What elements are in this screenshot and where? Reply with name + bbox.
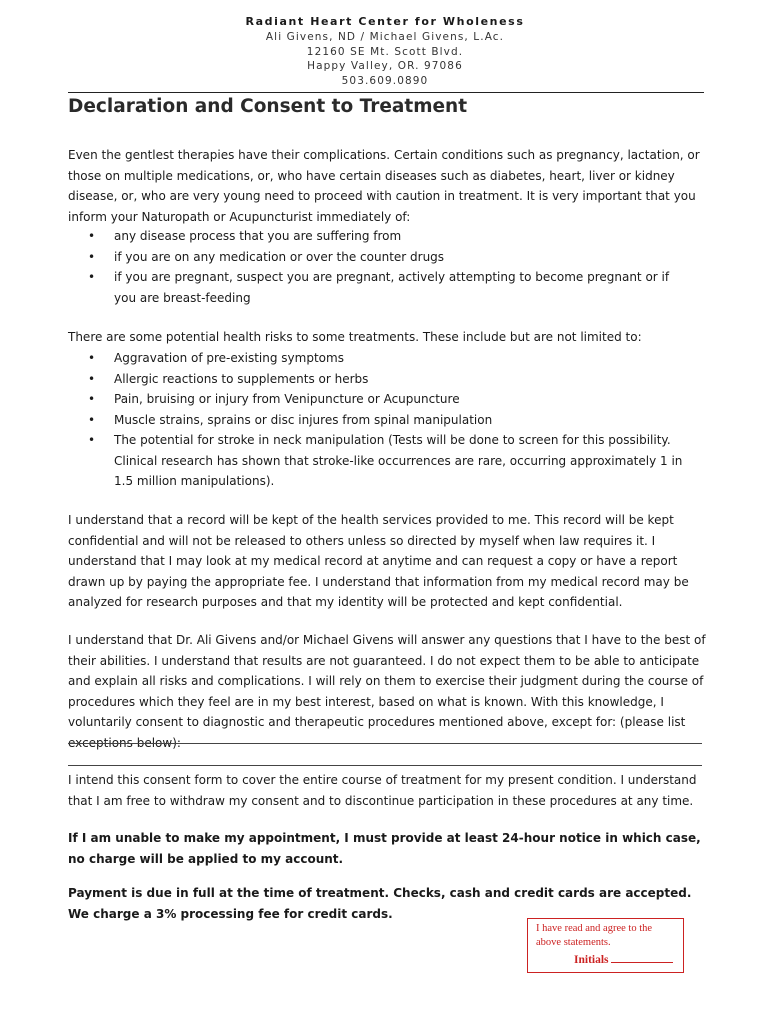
initials-field[interactable] [574, 952, 675, 968]
exceptions-line-2[interactable] [68, 765, 702, 766]
agreement-text: I have read and agree to the above statements. [536, 923, 653, 948]
bullet-icon: • [88, 351, 96, 365]
list-item: • Allergic reactions to supplements or herbs [88, 369, 688, 390]
letterhead [0, 14, 770, 88]
bullet-icon: • [88, 249, 96, 264]
initials-label: Initials [574, 954, 609, 966]
list-item: • Pain, bruising or injury from Venipuncture or Acupuncture [88, 389, 688, 410]
phone-number: 503.609.0890 [341, 74, 429, 87]
exceptions-line-1[interactable] [68, 743, 702, 744]
list-item: • if you are on any medication or over the counter drugs [88, 247, 688, 268]
street-address: 12160 SE Mt. Scott Blvd. [306, 45, 464, 58]
risks-intro: There are some potential health risks to some treatments. These include but are not limited to: [68, 330, 642, 344]
records-paragraph: I understand that a record will be kept of the health services provided to me. This record will be kept confidential and will not be released to others unless so directed by myself when law requires it. I understand that I may look at my medical record at anytime and can request a copy or have a report drawn up by paying the appropriate fee. I understand that information from my medical record may be analyzed for research purposes and that my identity will be protected and kept confidential. [68, 513, 689, 609]
list-item: • if you are pregnant, suspect you are pregnant, actively attempting to become pregnant or if you are breast-feeding [88, 267, 688, 308]
intend-paragraph: I intend this consent form to cover the entire course of treatment for my present condition. I understand that I am free to withdraw my consent and to discontinue participation in these procedures at any time. [68, 773, 697, 808]
org-name: Radiant Heart Center for Wholeness [245, 15, 525, 28]
bullet-icon: • [88, 433, 96, 447]
risks-list [88, 348, 688, 492]
bullet-icon: • [88, 371, 96, 386]
bullet-icon: • [88, 412, 96, 427]
initials-box [527, 918, 684, 973]
bullet-icon: • [88, 229, 96, 243]
list-item: • Aggravation of pre-existing symptoms [88, 348, 688, 369]
appointment-notice: If I am unable to make my appointment, I must provide at least 24-hour notice in which case, no charge will be applied to my account. [68, 831, 701, 866]
inform-list [88, 226, 688, 308]
practitioner-names: Ali Givens, ND / Michael Givens, L.Ac. [265, 31, 505, 43]
consent-paragraph: I understand that Dr. Ali Givens and/or Michael Givens will answer any questions that I have to the best of their abilities. I understand that results are not guaranteed. I do not expect them to be able to anticipate and explain all risks and complications. I will rely on them to exercise their judgment during the course of procedures which they feel are in my best interest, based on what is known. With this knowledge, I voluntarily consent to diagnostic and therapeutic procedures mentioned above, except for: (please list exceptions below): [68, 633, 706, 750]
list-item: • The potential for stroke in neck manipulation (Tests will be done to screen for this possibility. Clinical research has shown that stroke-like occurrences are rare, occurring approximately 1 in 1.5 million manipulations). [88, 430, 688, 492]
intro-paragraph: Even the gentlest therapies have their complications. Certain conditions such as pregnancy, lactation, or those on multiple medications, or, who have certain diseases such as diabetes, heart, liver or kidney disease, or, who are very young need to proceed with caution in treatment. It is very important that you inform your Naturopath or Acupuncturist immediately of: [68, 148, 700, 224]
payment-notice: Payment is due in full at the time of treatment. Checks, cash and credit cards are accepted. We charge a 3% processing fee for credit cards. [68, 886, 692, 921]
header-divider [68, 92, 704, 93]
bullet-icon: • [88, 392, 96, 406]
page-title: Declaration and Consent to Treatment [68, 96, 468, 117]
list-item: • Muscle strains, sprains or disc injures from spinal manipulation [88, 410, 688, 431]
list-item: • any disease process that you are suffering from [88, 226, 688, 247]
initials-blank[interactable] [611, 952, 673, 963]
bullet-icon: • [88, 270, 96, 284]
city-state-zip: Happy Valley, OR. 97086 [307, 60, 463, 72]
